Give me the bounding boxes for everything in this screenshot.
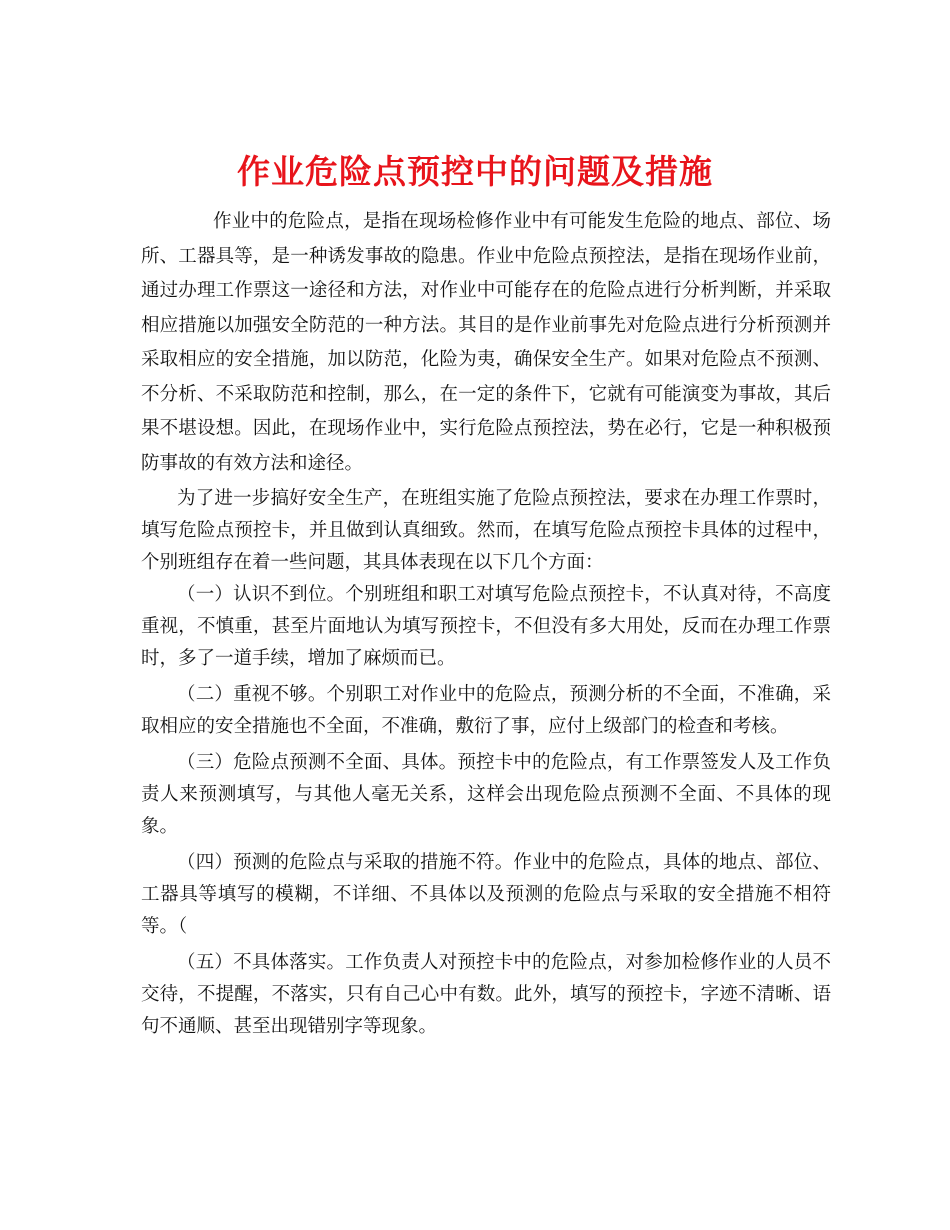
paragraph-issue-1: （一）认识不到位。个别班组和职工对填写危险点预控卡，不认真对待，不高度重视，不慎重，甚至片面地认为填写预控卡，不但没有多大用处，反而在办理工作票时，多了一道手续，增加了麻烦而已。 — [141, 584, 831, 669]
paragraph-issue-2: （二）重视不够。个别职工对作业中的危险点，预测分析的不全面，不准确，采取相应的安全措施也不全面，不准确，敷衍了事，应付上级部门的检查和考核。 — [141, 684, 831, 737]
paragraph-intro: 作业中的危险点，是指在现场检修作业中有可能发生危险的地点、部位、场所、工器具等，是一种诱发事故的隐患。作业中危险点预控法，是指在现场作业前，通过办理工作票这一途径和方法，对作业中可能存在的危险点进行分析判断，并采取相应措施以加强安全防范的一种方法。其目的是作业前事先对危险点进行分析预测并采取相应的安全措施，加以防范，化险为夷，确保安全生产。如果对危险点不预测、不分析、不采取防范和控制，那么，在一定的条件下，它就有可能演变为事故，其后果不堪设想。因此，在现场作业中，实行危险点预控法，势在必行，它是一种积极预防事故的有效方法和途径。 — [141, 211, 831, 474]
paragraph-issue-3: （三）危险点预测不全面、具体。预控卡中的危险点，有工作票签发人及工作负责人来预测填写，与其他人毫无关系，这样会出现危险点预测不全面、不具体的现象。 — [141, 752, 831, 837]
paragraph-issue-4: （四）预测的危险点与采取的措施不符。作业中的危险点，具体的地点、部位、工器具等填写的模糊，不详细、不具体以及预测的危险点与采取的安全措施不相符等。（ — [141, 852, 831, 937]
paragraph-issue-5: （五）不具体落实。工作负责人对预控卡中的危险点，对参加检修作业的人员不交待，不提醒，不落实，只有自己心中有数。此外，填写的预控卡，字迹不清晰、语句不通顺、甚至出现错别字等现象。 — [141, 952, 831, 1037]
paragraph-background: 为了进一步搞好安全生产，在班组实施了危险点预控法，要求在办理工作票时，填写危险点预控卡，并且做到认真细致。然而，在填写危险点预控卡具体的过程中，个别班组存在着一些问题，其具体表现在以下几个方面： — [141, 488, 831, 573]
document-body — [141, 205, 831, 1043]
document-title: 作业危险点预控中的问题及措施 — [237, 152, 713, 192]
